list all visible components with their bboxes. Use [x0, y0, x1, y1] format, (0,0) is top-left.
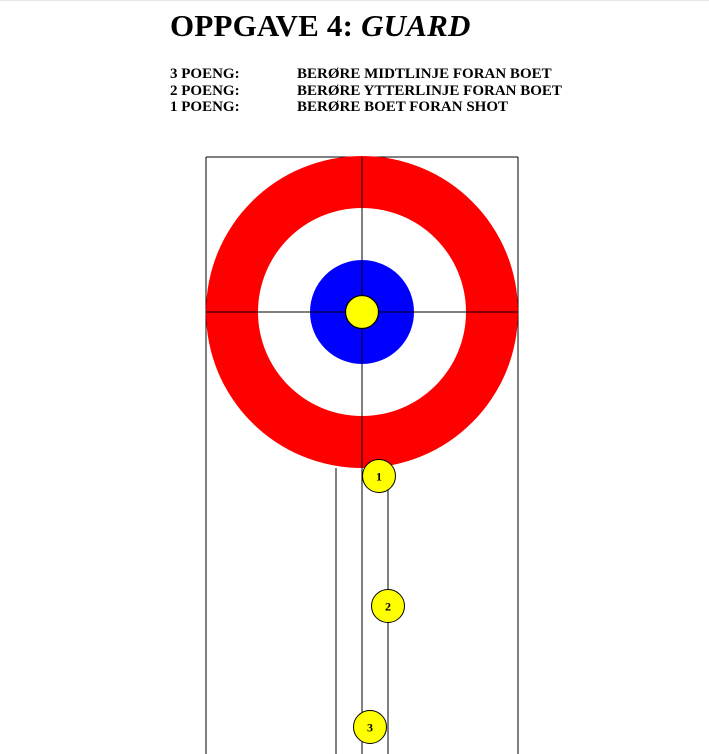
stone-2	[372, 590, 405, 623]
rule-text: BERØRE YTTERLINJE FORAN BOET	[297, 82, 562, 99]
rule-points: 2 POENG:	[170, 82, 240, 99]
stone-3	[354, 711, 387, 744]
house-button	[346, 296, 379, 329]
stone-1-label: 1	[376, 469, 382, 484]
title-emphasis: GUARD	[361, 8, 471, 43]
rule-points: 3 POENG:	[170, 66, 240, 82]
stone-1	[363, 460, 396, 493]
rule-text: BERØRE MIDTLINJE FORAN BOET	[297, 66, 552, 82]
stone-3-label: 3	[367, 720, 373, 735]
rule-points: 1 POENG:	[170, 99, 240, 115]
title-prefix: OPPGAVE 4:	[170, 8, 354, 43]
rule-text: BERØRE BOET FORAN SHOT	[297, 99, 509, 115]
stone-2-label: 2	[385, 599, 391, 614]
